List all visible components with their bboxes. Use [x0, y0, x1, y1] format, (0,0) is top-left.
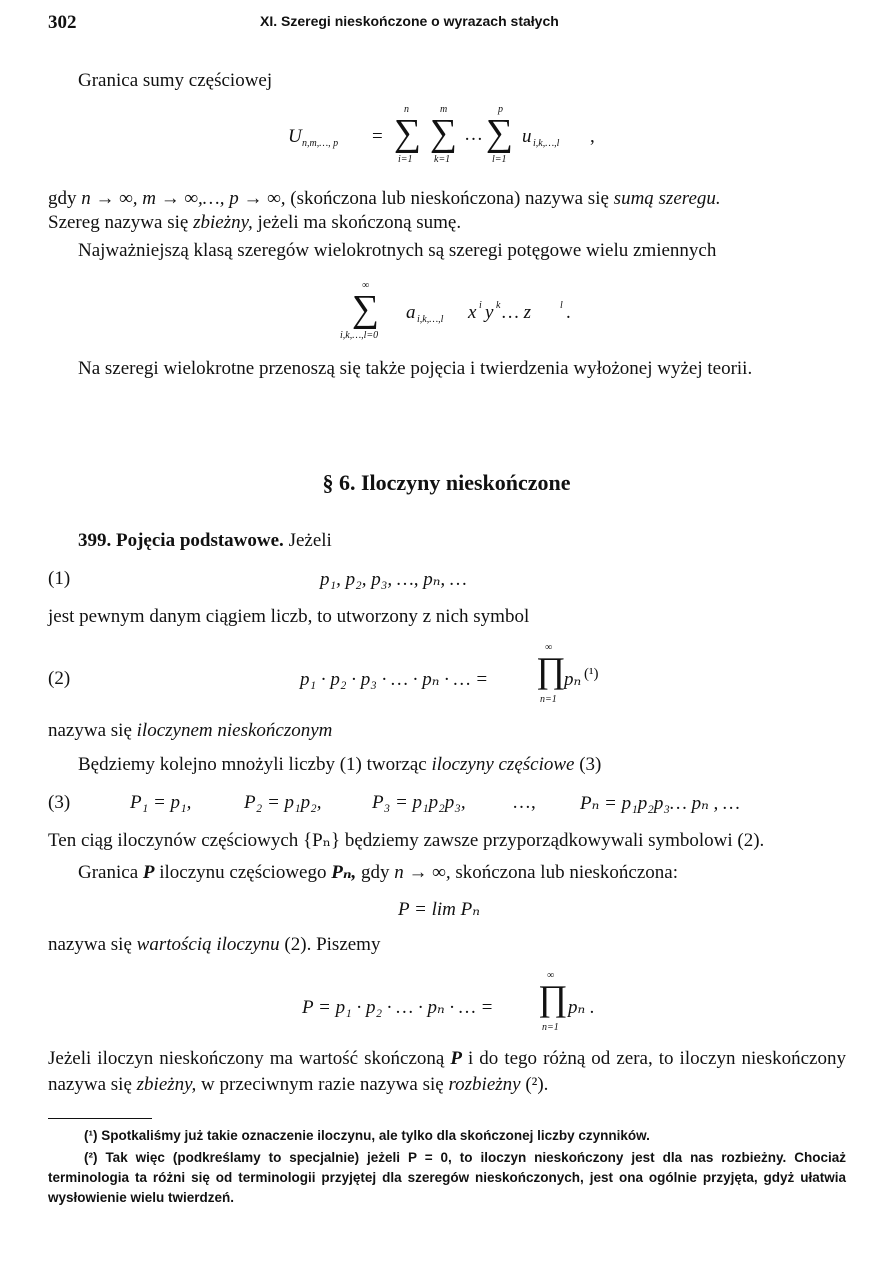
equals-sign: = — [372, 126, 383, 147]
equation-3-part-3: P₃ = p₁p₂p₃, — [372, 792, 466, 813]
limit-intro-line: Granica sumy częściowej — [78, 70, 273, 91]
exponent-k: k — [496, 300, 501, 311]
variable-z: … z — [502, 302, 532, 323]
equation-2-lhs: p₁ · p₂ · p₃ · … · pₙ · … = — [300, 669, 489, 690]
sigma-3: ∑ — [486, 112, 514, 154]
equation-4-lhs: P = p₁ · p₂ · … · pₙ · … = — [302, 997, 494, 1018]
page-number: 302 — [48, 12, 77, 33]
equation-1-label: (1) — [48, 568, 71, 589]
footnote-2: (²) Tak więc (podkreślamy to specjalnie) jeżeli P = 0, to iloczyn nieskończony jest dla nas rozbieżny. Chociaż terminologia ta różni się od terminologii przyjętej dla szeregów nieskończonych, jest ona ogólnie przyjęta, gdyż ułatwia wysłowienie wielu twierdzeń. — [48, 1150, 846, 1205]
lhs-subscript: n,m,…, p — [302, 138, 339, 149]
equation-4-upper: ∞ — [547, 970, 555, 981]
power-series-equation — [340, 272, 600, 342]
paragraph-power-series: Najważniejszą klasą szeregów wielokrotnych są szeregi potęgowe wielu zmiennych — [78, 240, 717, 261]
sigma-2: ∑ — [430, 112, 458, 154]
equation-4-rhs: pₙ . — [568, 997, 595, 1018]
term-subscript: i,k,…,l — [533, 138, 560, 149]
paragraph-multiple-series: Na szeregi wielokrotne przenoszą się także pojęcia i twierdzenia wyłożonej wyżej teorii. — [78, 358, 753, 379]
equation-4 — [302, 966, 622, 1036]
power-sum-upper: ∞ — [362, 280, 370, 291]
paragraph-product-value: nazywa się wartością iloczynu (2). Piszemy — [48, 934, 381, 955]
equation-2-product: ∏ — [536, 650, 566, 690]
power-period: . — [566, 302, 571, 323]
equation-1: p₁, p₂, p₃, …, pₙ, … — [320, 569, 467, 590]
paragraph-sum-definition: gdy n → ∞, m → ∞,…, p → ∞, (skończona lub nieskończona) nazywa się sumą szeregu. — [48, 188, 721, 209]
footnote-divider — [48, 1118, 152, 1119]
equation-3-part-4: …, — [512, 792, 536, 813]
lhs-symbol: U — [288, 126, 302, 147]
equation-4-product: ∏ — [538, 978, 568, 1018]
partial-sum-equation — [288, 100, 628, 170]
subsection-heading: 399. Pojęcia podstawowe. Jeżeli — [78, 530, 332, 551]
coefficient-symbol: a — [406, 302, 416, 323]
equation-2 — [300, 638, 630, 708]
variable-x: x — [468, 302, 477, 323]
equation-2-upper: ∞ — [545, 642, 553, 653]
exponent-l: l — [560, 300, 563, 311]
equation-comma: , — [590, 126, 595, 147]
sum1-upper: n — [404, 104, 409, 115]
term-symbol: u — [522, 126, 532, 147]
equation-3-part-1: P₁ = p₁, — [130, 792, 192, 813]
equation-2-label: (2) — [48, 668, 71, 689]
equation-4-lower: n=1 — [542, 1022, 559, 1033]
paragraph-limit-definition: Granica P iloczynu częściowego Pₙ, gdy n → ∞, skończona lub nieskończona: — [78, 862, 678, 883]
paragraph-sequence-assignment: Ten ciąg iloczynów częściowych {Pₙ} będziemy zawsze przyporządkowywali symbolowi (2). — [48, 830, 765, 851]
sum-dots: … — [464, 124, 483, 145]
sigma-power: ∑ — [352, 288, 380, 330]
footnote-1: (¹) Spotkaliśmy już takie oznaczenie iloczynu, ale tylko dla skończonej liczby czynników. — [84, 1128, 650, 1143]
running-title: XI. Szeregi nieskończone o wyrazach stałych — [260, 13, 559, 29]
paragraph-symbol-intro: jest pewnym danym ciągiem liczb, to utworzony z nich symbol — [48, 606, 530, 627]
variable-y: y — [485, 302, 494, 323]
coefficient-subscript: i,k,…,l — [417, 314, 444, 325]
paragraph-partial-products: Będziemy kolejno mnożyli liczby (1) tworząc iloczyny częściowe (3) — [78, 754, 602, 775]
exponent-i: i — [479, 300, 482, 311]
equation-3-part-5: Pₙ = p₁p₂p₃… pₙ , … — [580, 793, 740, 814]
paragraph-infinite-product: nazywa się iloczynem nieskończonym — [48, 720, 333, 741]
equation-2-footnote-ref: (¹) — [584, 666, 599, 682]
equation-2-rhs: pₙ — [564, 669, 582, 690]
sigma-1: ∑ — [394, 112, 422, 154]
paragraph-convergence: Jeżeli iloczyn nieskończony ma wartość skończoną P i do tego różną od zera, to iloczyn nieskończony nazywa się zbieżny, w przeciwnym razie nazywa się rozbieżny (²). — [48, 1048, 846, 1095]
sum3-lower: l=1 — [492, 154, 507, 165]
section-title: § 6. Iloczyny nieskończone — [322, 470, 571, 495]
sum3-upper: p — [498, 104, 503, 115]
sum1-lower: i=1 — [398, 154, 413, 165]
equation-2-lower: n=1 — [540, 694, 557, 705]
limit-equation: P = lim Pₙ — [398, 899, 480, 920]
equation-3-label: (3) — [48, 792, 71, 813]
paragraph-convergent-definition: Szereg nazywa się zbieżny, jeżeli ma skończoną sumę. — [48, 212, 462, 233]
sum2-upper: m — [440, 104, 448, 115]
equation-3-part-2: P₂ = p₁p₂, — [244, 792, 322, 813]
sum2-lower: k=1 — [434, 154, 451, 165]
power-sum-lower: i,k,…,l=0 — [340, 330, 379, 341]
